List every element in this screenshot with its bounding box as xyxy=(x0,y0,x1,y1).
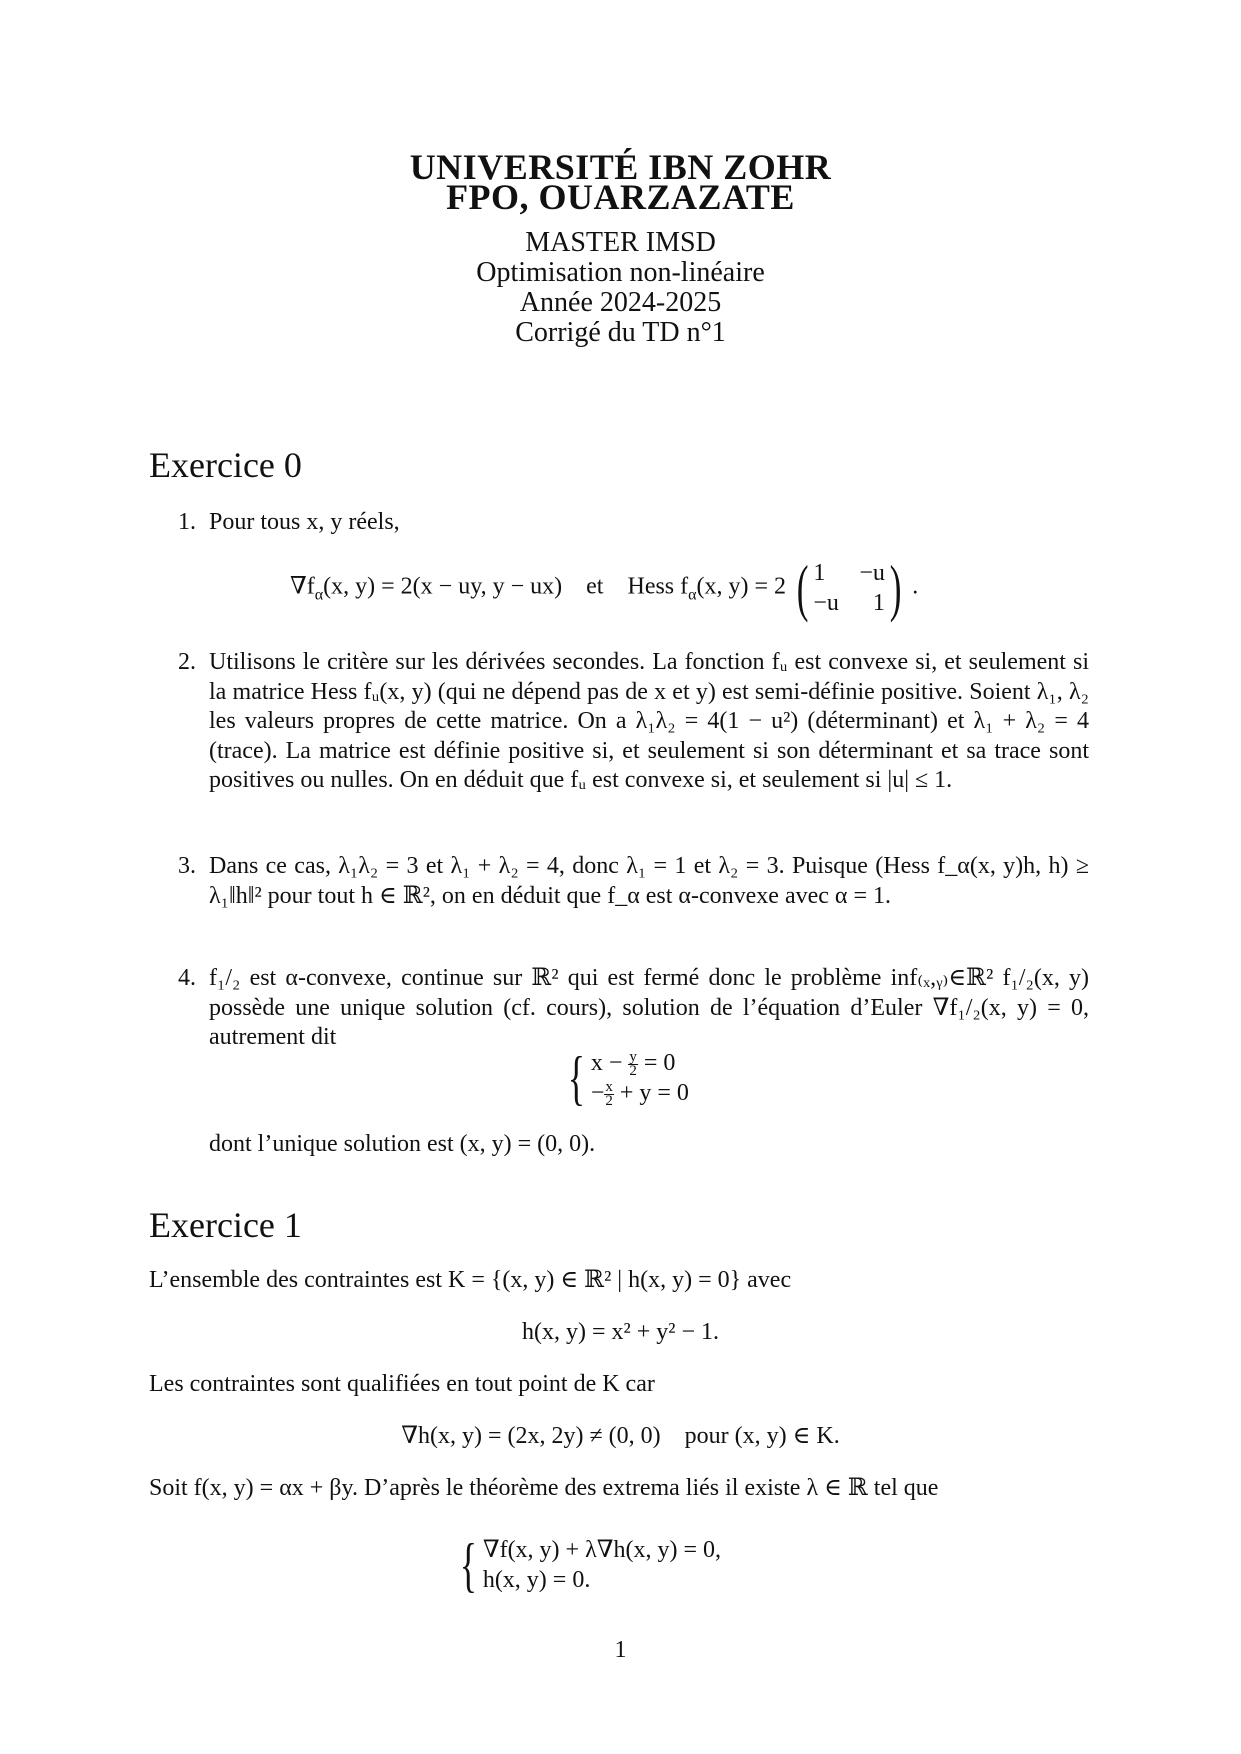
document-title: Corrigé du TD n°1 xyxy=(515,317,726,348)
euler-system: { x − $\frac{y}{2}$ = 0 − $\frac{x}{2}$ + y = 0 xyxy=(567,1045,689,1111)
q2-number: 2. xyxy=(178,649,196,675)
course-header xyxy=(0,228,1241,348)
page-number: 1 xyxy=(614,1637,627,1663)
university-name: UNIVERSITÉ IBN ZOHR xyxy=(409,147,832,187)
lagrange-system: { ∇f(x, y) + λ∇h(x, y) = 0, h(x, y) = 0. xyxy=(459,1532,721,1598)
course-name: Optimisation non-linéaire xyxy=(476,257,765,288)
exercise-0-title: Exercice 0 xyxy=(149,445,302,485)
ex1-equation-1: h(x, y) = x² + y² − 1. xyxy=(522,1319,719,1345)
q1-number: 1. xyxy=(178,509,196,535)
q4-number: 4. xyxy=(178,965,196,991)
q3-number: 3. xyxy=(178,853,196,879)
q4-conclusion: dont l’unique solution est (x, y) = (0, 0). xyxy=(209,1131,596,1157)
ex1-equation-2: ∇h(x, y) = (2x, 2y) ≠ (0, 0) pour (x, y) ∈ K. xyxy=(401,1423,840,1449)
q4-text: f₁/₂ est α-convexe, continue sur ℝ² qui est fermé donc le problème inf₍ₓ,ᵧ₎∈ℝ² f₁/₂(x, y) possède une unique solution (cf. cours), solution de l’équation d’Euler ∇f₁/₂(x, y) = 0, autrement dit xyxy=(209,965,1089,1050)
hessian-matrix: 1 −u −u 1 xyxy=(813,560,885,616)
q1-text: Pour tous x, y réels, xyxy=(209,509,400,535)
university-header xyxy=(0,147,1241,217)
q3-text: Dans ce cas, λ₁λ₂ = 3 et λ₁ + λ₂ = 4, donc λ₁ = 1 et λ₂ = 3. Puisque (Hess f_α(x, y)h, h) ≥ λ₁‖h‖² pour tout h ∈ ℝ², on en déduit que f_α est α-convexe avec α = 1. xyxy=(209,853,1089,909)
faculty-name: FPO, OUARZAZATE xyxy=(446,177,795,217)
exercise-1-title: Exercice 1 xyxy=(149,1205,302,1245)
q1-equation: $\nabla f_\alpha(x$, y) = 2(x − uy, y − ux) et Hess $f_\alpha(x$, y) = 2 ( 1 −u −u 1 ) . xyxy=(290,552,919,623)
ex1-paragraph-3: Soit f(x, y) = αx + βy. D’après le théorème des extrema liés il existe λ ∈ ℝ tel que xyxy=(149,1475,939,1501)
ex1-paragraph-2: Les contraintes sont qualifiées en tout point de K car xyxy=(149,1371,655,1397)
master-name: MASTER IMSD xyxy=(525,227,716,258)
ex1-paragraph-1: L’ensemble des contraintes est K = {(x, y) ∈ ℝ² | h(x, y) = 0} avec xyxy=(149,1267,792,1293)
academic-year: Année 2024-2025 xyxy=(519,287,722,318)
q2-text: Utilisons le critère sur les dérivées secondes. La fonction fᵤ est convexe si, et seulement si la matrice Hess fᵤ(x, y) (qui ne dépend pas de x et y) est semi-définie positive. Soient λ₁, λ₂ les valeurs propres de cette matrice. On a λ₁λ₂ = 4(1 − u²) (déterminant) et λ₁ + λ₂ = 4 (trace). La matrice est définie positive si, et seulement si son déterminant et sa trace sont positives ou nulles. On en déduit que fᵤ est convexe si, et seulement si |u| ≤ 1. xyxy=(209,649,1089,793)
